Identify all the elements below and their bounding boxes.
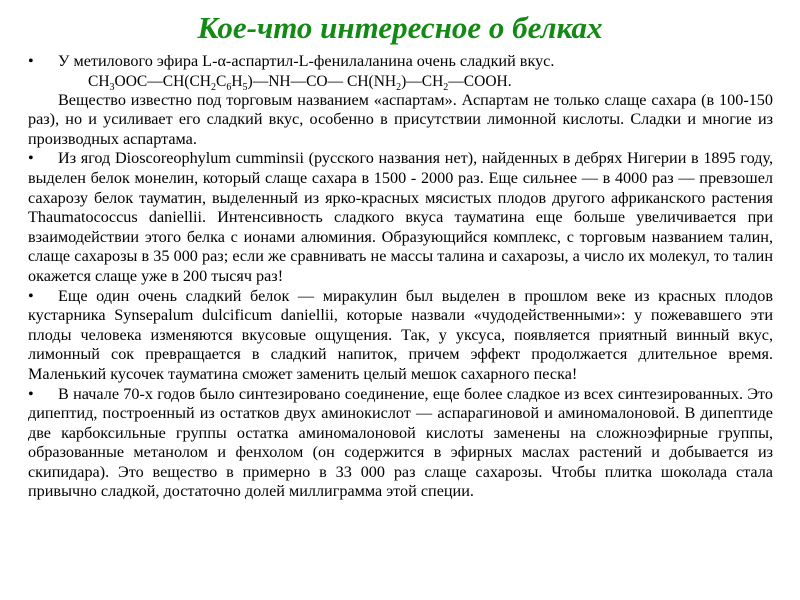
paragraph-text: У метилового эфира L-α-аспартил-L-фенилаланина очень сладкий вкус. xyxy=(58,52,555,70)
bullet-icon: • xyxy=(28,149,34,168)
bullet-paragraph-monellin xyxy=(28,149,773,286)
paragraph-text: Еще один очень сладкий белок — миракулин был выделен в прошлом веке из красных плодов кустарника Synsepalum dulcificum daniellii, которые назвали «чудодейственными»: у пожевавшего эти плоды человека изменяются вкусовые ощущения. Так, у уксуса, появляется приятный винный вкус, лимонный сок превращается в сладкий напиток, причем эффект продолжается длительное время. Маленький кусочек тауматина сможет заменить целый мешок сахарного песка! xyxy=(28,286,773,383)
paragraph-text: В начале 70-х годов было синтезировано соединение, еще более сладкое из всех синтезированных. Это дипептид, построенный из остатков двух аминокислот — аспарагиновой и аминомалоновой. В дипептиде две карбоксильные группы остатка аминомалоновой кислоты заменены на сложноэфирные группы, образованные метанолом и фенхолом (он содержится в эфирных маслах растений и добывается из скипидара). Это вещество в примерно в 33 000 раз слаще сахарозы. Чтобы плитка шоколада стала привычно сладкой, достаточно долей миллиграмма этой специи. xyxy=(28,384,773,501)
chemical-formula: $CH_3OOC—CH(CH_2C_6H_5)—NH—CO—$ $CH(NH_2)—CH_2—COOH$. xyxy=(88,72,512,93)
page-title: Кое-что интересное о белках xyxy=(197,10,603,45)
bullet-icon: • xyxy=(28,286,34,305)
bullet-paragraph-miraculin xyxy=(28,287,773,385)
bullet-paragraph-aspartame xyxy=(28,52,773,72)
bullet-icon: • xyxy=(28,384,34,403)
paragraph-aspartame-details: Вещество известно под торговым названием «аспартам». Аспартам не только слаще сахара (в 100-150 раз), но и усиливает его сладкий вкус, особенно в присутствии лимонной кислоты. Сладки и многие из производных аспартама. xyxy=(28,90,773,148)
document-body xyxy=(28,52,773,502)
bullet-icon: • xyxy=(28,52,34,70)
bullet-paragraph-dipeptide xyxy=(28,385,773,503)
paragraph-text: Из ягод Dioscoreophylum cumminsii (русского названия нет), найденных в дебрях Нигерии в 1895 году, выделен белок монелин, который слаще сахара в 1500 - 2000 раз. Еще сильнее — в 4000 раз — превзошел сахарозу белок тауматин, выделенный из ярко-красных мясистых плодов другого африканского растения Thaumatococcus daniellii. Интенсивность сладкого вкуса тауматина еще больше увеличивается при взаимодействии этого белка с ионами алюминия. Образующийся комплекс, с торговым названием талин, слаще сахарозы в 35 000 раз; если же сравнивать не массы талина и сахарозы, а число их молекул, то талин окажется слаще уже в 200 тысяч раз! xyxy=(28,149,773,285)
